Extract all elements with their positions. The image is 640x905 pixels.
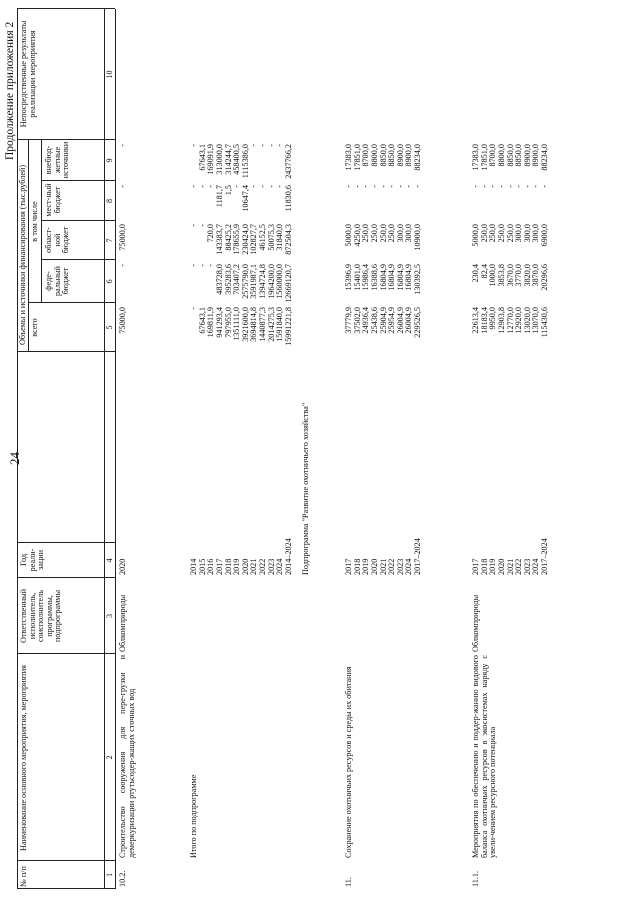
itogo-extra-cell: - bbox=[266, 144, 276, 147]
col-numbers-bottom-border bbox=[115, 9, 116, 889]
row-11-1-local-cell: - bbox=[471, 185, 480, 188]
row-11-1-federal-cell: 3670,0 bbox=[505, 264, 515, 287]
row-11-name: Сохранение охотничьих ресурсов и среды их обитания bbox=[344, 666, 353, 858]
row-11-cell: 2018 bbox=[352, 558, 362, 575]
itogo-extra-cell: - bbox=[189, 144, 198, 147]
header-results: Непосредственные результаты реализации мероприятия bbox=[19, 20, 37, 128]
itogo-cell: 2018 bbox=[223, 558, 233, 575]
itogo-extra-cell: 1115386,0 bbox=[240, 144, 250, 179]
row-11-1-extra-cell: 8900,0 bbox=[531, 144, 541, 167]
itogo-federal-cell: 483728,0 bbox=[214, 264, 224, 295]
col-number: 5 bbox=[105, 325, 114, 330]
row-11-federal-cell: 130392,5 bbox=[413, 264, 422, 295]
itogo-federal-cell: 1560000,0 bbox=[275, 264, 285, 299]
col-number: 2 bbox=[105, 755, 114, 760]
row-11-federal-cell: 16804,9 bbox=[378, 264, 388, 291]
row-11-1-local-cell: - bbox=[496, 185, 506, 188]
row-11-oblast-column bbox=[345, 224, 423, 260]
itogo-federal-column bbox=[190, 264, 294, 303]
row-11-1-total-cell: 13070,0 bbox=[531, 307, 541, 334]
header-oblast: област-ной бюджет bbox=[44, 226, 71, 254]
row-11-extra-cell: 17383,0 bbox=[344, 144, 353, 171]
row-11-cell: 2022 bbox=[387, 558, 397, 575]
row-11-1-cell: 2024 bbox=[531, 558, 541, 575]
row-11-1-total-cell: 22613,4 bbox=[471, 307, 480, 334]
table-top-border bbox=[17, 9, 18, 889]
row-11-local-column bbox=[345, 185, 423, 221]
itogo-extra-cell: 169091,9 bbox=[206, 144, 216, 175]
col-number: 6 bbox=[105, 279, 114, 284]
row-11-federal-column bbox=[345, 264, 423, 303]
itogo-local-cell: - bbox=[258, 185, 267, 188]
row-11-1-extra-cell: 8850,0 bbox=[505, 144, 515, 167]
itogo-extra-column bbox=[190, 144, 294, 181]
itogo-total-cell: 1351111,0 bbox=[232, 307, 242, 341]
row-10-2-federal: - bbox=[118, 264, 127, 267]
header-year: Год реали-зации bbox=[19, 548, 46, 572]
row-11-1-oblast-cell: 250,0 bbox=[505, 224, 515, 243]
itogo-extra-cell: - bbox=[275, 144, 285, 147]
itogo-cell: 2019 bbox=[232, 558, 242, 575]
row-11-local-cell: - bbox=[369, 185, 379, 188]
col-number: 10 bbox=[105, 70, 114, 79]
row-11-1-total-cell: 12903,8 bbox=[496, 307, 506, 334]
row-11-federal-cell: 15986,4 bbox=[361, 264, 371, 291]
itogo-oblast-cell: 143383,7 bbox=[214, 224, 224, 255]
row-11-total-cell: 25438,6 bbox=[369, 307, 379, 334]
col-number: 4 bbox=[105, 558, 114, 563]
itogo-local-cell: 10647,4 bbox=[240, 185, 250, 212]
row-11-1-cell: 2018 bbox=[479, 558, 489, 575]
row-11-oblast-cell: 4250,0 bbox=[352, 224, 362, 247]
row-11-local-cell: - bbox=[395, 185, 405, 188]
row-11-federal-cell: 16388,6 bbox=[369, 264, 379, 291]
itogo-extra-cell: 458400,5 bbox=[232, 144, 242, 175]
row-11-federal-cell: 16804,9 bbox=[387, 264, 397, 291]
header-federal: феде-ральный бюджет bbox=[44, 266, 71, 296]
row-11-1-total-cell: 12920,0 bbox=[514, 307, 524, 334]
itogo-cell: 2022 bbox=[258, 558, 267, 575]
row-10-2-extra: - bbox=[118, 144, 127, 147]
col-divider bbox=[17, 860, 115, 861]
col-divider bbox=[17, 888, 115, 889]
row-11-1-extra-cell: 17383,0 bbox=[471, 144, 480, 171]
continuation-label: Продолжение приложения 2 bbox=[4, 21, 16, 160]
itogo-local-cell: - bbox=[249, 185, 259, 188]
itogo-total-cell: 1591840,0 bbox=[275, 307, 285, 342]
row-11-oblast-cell: 250,0 bbox=[387, 224, 397, 243]
itogo-local-cell: 1,5 bbox=[223, 185, 233, 196]
itogo-cell: 2016 bbox=[206, 558, 216, 575]
col-divider bbox=[17, 577, 115, 578]
row-11-local-cell: - bbox=[344, 185, 353, 188]
itogo-total-cell: 15991221,8 bbox=[283, 307, 293, 346]
col-divider bbox=[17, 653, 115, 654]
itogo-total-cell: 67643,1 bbox=[197, 307, 207, 334]
row-11-extra-cell: 8850,0 bbox=[387, 144, 397, 167]
row-11-1-oblast-cell: 250,0 bbox=[479, 224, 489, 243]
row-11-local-cell: - bbox=[404, 185, 414, 188]
col-number: 3 bbox=[105, 613, 114, 619]
row-10-2-responsible: Облкомприроды bbox=[118, 594, 127, 652]
itogo-cell: 2014–2024 bbox=[283, 538, 293, 575]
volumes-header-border bbox=[28, 140, 29, 352]
row-11-1-oblast-cell: 300,0 bbox=[514, 224, 524, 243]
row-11-1-oblast-column bbox=[472, 224, 550, 260]
row-11-local-cell: - bbox=[361, 185, 371, 188]
row-11-total-column bbox=[345, 307, 423, 352]
row-11-1-federal-cell: 3853,8 bbox=[496, 264, 506, 287]
row-11-1-total-cell: 18183,4 bbox=[479, 307, 489, 334]
row-11-oblast-cell: 5000,0 bbox=[344, 224, 353, 247]
row-10-2-oblast: 75000,0 bbox=[118, 224, 127, 251]
row-11-cell: 2017–2024 bbox=[413, 538, 422, 575]
row-11-federal-cell: 15401,0 bbox=[352, 264, 362, 291]
row-11-cell: 2020 bbox=[369, 558, 379, 575]
row-11-oblast-cell: 300,0 bbox=[404, 224, 414, 243]
row-11-years bbox=[345, 538, 423, 575]
itogo-cell: 2017 bbox=[214, 558, 224, 575]
itogo-total-cell: - bbox=[189, 307, 198, 310]
row-11-1-oblast-cell: 250,0 bbox=[496, 224, 506, 243]
itogo-total-cell: 169811,9 bbox=[206, 307, 216, 338]
itogo-oblast-cell: 102827,7 bbox=[249, 224, 259, 255]
row-11-1-federal-cell: 3770,0 bbox=[514, 264, 524, 287]
row-11-federal-cell: 15396,9 bbox=[344, 264, 353, 291]
row-11-oblast-cell: 300,0 bbox=[395, 224, 405, 243]
row-11-cell: 2024 bbox=[404, 558, 414, 575]
row-11-1-local-cell: - bbox=[514, 185, 524, 188]
row-11-1-local-cell: - bbox=[479, 185, 489, 188]
row-11-1-federal-cell: 20296,6 bbox=[540, 264, 549, 291]
row-11-cell: 2021 bbox=[378, 558, 388, 575]
row-11-oblast-cell: 10900,0 bbox=[413, 224, 422, 251]
row-11-federal-cell: 16804,9 bbox=[395, 264, 405, 291]
itogo-extra-cell: - bbox=[249, 144, 259, 147]
row-11-1-oblast-cell: 5000,0 bbox=[471, 224, 480, 247]
itogo-federal-cell: 1964200,0 bbox=[266, 264, 276, 299]
itogo-cell: 2024 bbox=[275, 558, 285, 575]
row-11-1-years bbox=[472, 538, 550, 575]
row-11-num: 11. bbox=[344, 877, 353, 887]
header-name: Наименование основного мероприятия, мероприятия bbox=[19, 665, 28, 851]
row-11-1-federal-cell: 1000,0 bbox=[488, 264, 498, 287]
itogo-federal-cell: - bbox=[206, 264, 216, 267]
row-10-2-local: - bbox=[118, 185, 127, 188]
itogo-federal-cell: - bbox=[197, 264, 207, 267]
row-11-1-name: Мероприятия по обеспечению и поддер-жанию видового баланса охотничьих ресурсов в экосистемах наряду с увели-чением ресурсного потенциала bbox=[471, 655, 498, 858]
row-11-1-responsible: Облкомприроды bbox=[471, 594, 480, 652]
itogo-cell: 2015 bbox=[197, 558, 207, 575]
row-11-oblast-cell: 250,0 bbox=[369, 224, 379, 243]
itogo-total-cell: 797955,0 bbox=[223, 307, 233, 338]
row-11-1-federal-column bbox=[472, 264, 550, 303]
row-11-1-oblast-cell: 300,0 bbox=[531, 224, 541, 243]
row-11-1-federal-cell: 3820,0 bbox=[522, 264, 532, 287]
col-divider bbox=[28, 302, 115, 303]
row-10-2-total: 75000,0 bbox=[118, 307, 127, 334]
itogo-local-cell: - bbox=[232, 185, 242, 188]
row-11-1-total-cell: 115430,6 bbox=[540, 307, 549, 338]
row-11-extra-cell: 17851,0 bbox=[352, 144, 362, 171]
itogo-local-cell: - bbox=[266, 185, 276, 188]
incl-header-border bbox=[41, 140, 42, 303]
row-11-cell: 2023 bbox=[395, 558, 405, 575]
row-11-1-local-cell: - bbox=[488, 185, 498, 188]
itogo-oblast-cell: 230424,0 bbox=[240, 224, 250, 255]
row-11-1-total-column bbox=[472, 307, 550, 352]
subprogram-title: Подпрограмма "Развитие охотничьего хозяйства" bbox=[301, 402, 310, 575]
itogo-federal-cell: 3591987,1 bbox=[249, 264, 259, 299]
row-11-1-local-cell: - bbox=[531, 185, 541, 188]
row-11-total-cell: 37779,9 bbox=[344, 307, 353, 334]
row-11-cell: 2017 bbox=[344, 558, 353, 575]
row-11-extra-cell: 8900,0 bbox=[395, 144, 405, 167]
row-11-local-cell: - bbox=[378, 185, 388, 188]
header-total: всего bbox=[30, 318, 39, 337]
itogo-total-cell: 3694814,8 bbox=[249, 307, 259, 342]
itogo-total-column bbox=[190, 307, 294, 352]
col-number: 1 bbox=[105, 872, 114, 878]
header-extra: внебюд-жетные источники bbox=[44, 141, 71, 179]
itogo-cell: 2023 bbox=[266, 558, 276, 575]
row-11-extra-column bbox=[345, 144, 423, 181]
itogo-federal-cell: 12669120,7 bbox=[283, 264, 293, 303]
itogo-local-column bbox=[190, 185, 294, 221]
itogo-oblast-cell: - bbox=[189, 224, 198, 227]
itogo-oblast-cell: 720,0 bbox=[206, 224, 216, 243]
itogo-cell: 2014 bbox=[189, 558, 198, 575]
itogo-local-cell: - bbox=[206, 185, 216, 188]
row-11-local-cell: - bbox=[352, 185, 362, 188]
header-local: мест-ный бюджет bbox=[44, 183, 62, 217]
itogo-federal-cell: 395283,6 bbox=[223, 264, 233, 295]
row-11-1-oblast-cell: 250,0 bbox=[488, 224, 498, 243]
row-11-1-extra-cell: 88234,0 bbox=[540, 144, 549, 171]
col-divider bbox=[17, 8, 115, 9]
header-incl: в том числе bbox=[30, 201, 39, 242]
itogo-total-cell: 2014275,3 bbox=[266, 307, 276, 342]
row-11-total-cell: 37502,0 bbox=[352, 307, 362, 334]
row-11-cell: 2019 bbox=[361, 558, 371, 575]
itogo-extra-cell: 67643,1 bbox=[197, 144, 207, 171]
itogo-local-cell: - bbox=[197, 185, 207, 188]
itogo-oblast-column bbox=[190, 224, 294, 260]
row-11-total-cell: 25954,9 bbox=[387, 307, 397, 334]
row-11-1-extra-column bbox=[472, 144, 550, 181]
row-11-extra-cell: 8800,0 bbox=[369, 144, 379, 167]
row-11-federal-cell: 16804,9 bbox=[404, 264, 414, 291]
header-volumes: Объемы и источники финансирования (тыс.рублей) bbox=[18, 164, 27, 345]
row-11-total-cell: 26004,9 bbox=[404, 307, 414, 334]
itogo-local-cell: - bbox=[275, 185, 285, 188]
row-11-1-local-cell: - bbox=[505, 185, 515, 188]
row-11-total-cell: 25904,9 bbox=[378, 307, 388, 334]
itogo-local-cell: 1181,7 bbox=[214, 185, 224, 208]
row-11-1-federal-cell: 82,4 bbox=[479, 264, 489, 279]
row-11-total-cell: 26004,9 bbox=[395, 307, 405, 334]
row-11-total-cell: 229526,5 bbox=[413, 307, 422, 338]
row-11-1-num: 11.1. bbox=[471, 870, 480, 887]
row-11-1-local-cell: - bbox=[540, 185, 549, 188]
row-11-1-federal-cell: 3870,0 bbox=[531, 264, 541, 287]
row-11-1-local-cell: - bbox=[522, 185, 532, 188]
row-11-extra-cell: 8900,0 bbox=[404, 144, 414, 167]
row-11-1-federal-cell: 230,4 bbox=[471, 264, 480, 283]
row-11-1-cell: 2017–2024 bbox=[540, 538, 549, 575]
row-11-1-extra-cell: 17851,0 bbox=[479, 144, 489, 171]
itogo-federal-cell: 2575790,0 bbox=[240, 264, 250, 299]
itogo-extra-cell: 313000,0 bbox=[214, 144, 224, 175]
row-11-oblast-cell: 250,0 bbox=[361, 224, 371, 243]
row-11-1-total-cell: 13020,0 bbox=[522, 307, 532, 334]
row-11-1-cell: 2020 bbox=[496, 558, 506, 575]
row-11-1-cell: 2019 bbox=[488, 558, 498, 575]
row-11-1-oblast-cell: 6900,0 bbox=[540, 224, 549, 247]
itogo-total-cell: 1440877,3 bbox=[258, 307, 267, 342]
row-11-oblast-cell: 250,0 bbox=[378, 224, 388, 243]
itogo-cell: 2021 bbox=[249, 558, 259, 575]
row-11-1-cell: 2017 bbox=[471, 558, 480, 575]
itogo-oblast-cell: 872504,3 bbox=[283, 224, 293, 255]
itogo-total-cell: 3921600,0 bbox=[240, 307, 250, 342]
itogo-years bbox=[190, 538, 294, 575]
header-responsible: Ответственный исполнитель, соисполнитель программы, подпрограммы bbox=[19, 589, 63, 643]
row-11-extra-cell: 8850,0 bbox=[378, 144, 388, 167]
row-11-local-cell: - bbox=[413, 185, 422, 188]
row-11-local-cell: - bbox=[387, 185, 397, 188]
page-number: 24 bbox=[7, 452, 22, 465]
row-10-2-num: 10.2. bbox=[118, 870, 127, 887]
itogo-total-cell: 941293,4 bbox=[214, 307, 224, 338]
header-num: № п/п bbox=[19, 866, 28, 887]
row-11-1-local-column bbox=[472, 185, 550, 221]
row-11-1-total-cell: 9950,0 bbox=[488, 307, 498, 330]
row-11-1-total-cell: 12770,0 bbox=[505, 307, 515, 334]
row-11-total-cell: 24936,4 bbox=[361, 307, 371, 334]
row-11-1-extra-cell: 8800,0 bbox=[496, 144, 506, 167]
row-11-extra-cell: 88234,0 bbox=[413, 144, 422, 171]
col-divider bbox=[17, 542, 115, 543]
row-11-1-cell: 2021 bbox=[505, 558, 515, 575]
row-11-1-extra-cell: 8700,0 bbox=[488, 144, 498, 167]
itogo-cell: 2020 bbox=[240, 558, 250, 575]
itogo-extra-cell: - bbox=[258, 144, 267, 147]
itogo-label: Итого по подпрограмме bbox=[189, 774, 198, 858]
row-11-1-cell: 2022 bbox=[514, 558, 524, 575]
row-10-2-year: 2020 bbox=[118, 558, 127, 575]
row-11-1-extra-cell: 8850,0 bbox=[514, 144, 524, 167]
itogo-extra-cell: 2437766,2 bbox=[283, 144, 293, 179]
itogo-local-cell: - bbox=[189, 185, 198, 188]
itogo-extra-cell: 314244,7 bbox=[223, 144, 233, 175]
itogo-oblast-cell: - bbox=[197, 224, 207, 227]
row-11-1-extra-cell: 8900,0 bbox=[522, 144, 532, 167]
row-11-extra-cell: 8700,0 bbox=[361, 144, 371, 167]
itogo-federal-cell: - bbox=[189, 264, 198, 267]
row-11-1-oblast-cell: 300,0 bbox=[522, 224, 532, 243]
row-11-1-cell: 2023 bbox=[522, 558, 532, 575]
itogo-oblast-cell: 50075,3 bbox=[266, 224, 276, 251]
itogo-oblast-cell: 178655,9 bbox=[232, 224, 242, 255]
itogo-oblast-cell: 31840,0 bbox=[275, 224, 285, 251]
itogo-federal-cell: 703407,2 bbox=[232, 264, 242, 295]
col-number: 7 bbox=[105, 238, 114, 243]
col-number: 9 bbox=[105, 158, 114, 163]
itogo-local-cell: 11830,6 bbox=[283, 185, 293, 212]
itogo-oblast-cell: 88425,2 bbox=[223, 224, 233, 251]
itogo-federal-cell: 1394724,8 bbox=[258, 264, 267, 299]
itogo-oblast-cell: 46152,5 bbox=[258, 224, 267, 251]
row-10-2-name: Строительство сооружения для пере-грузки и демеркуризации ртутьсодер-жащих сточных вод bbox=[118, 655, 136, 858]
col-number: 8 bbox=[105, 198, 114, 204]
